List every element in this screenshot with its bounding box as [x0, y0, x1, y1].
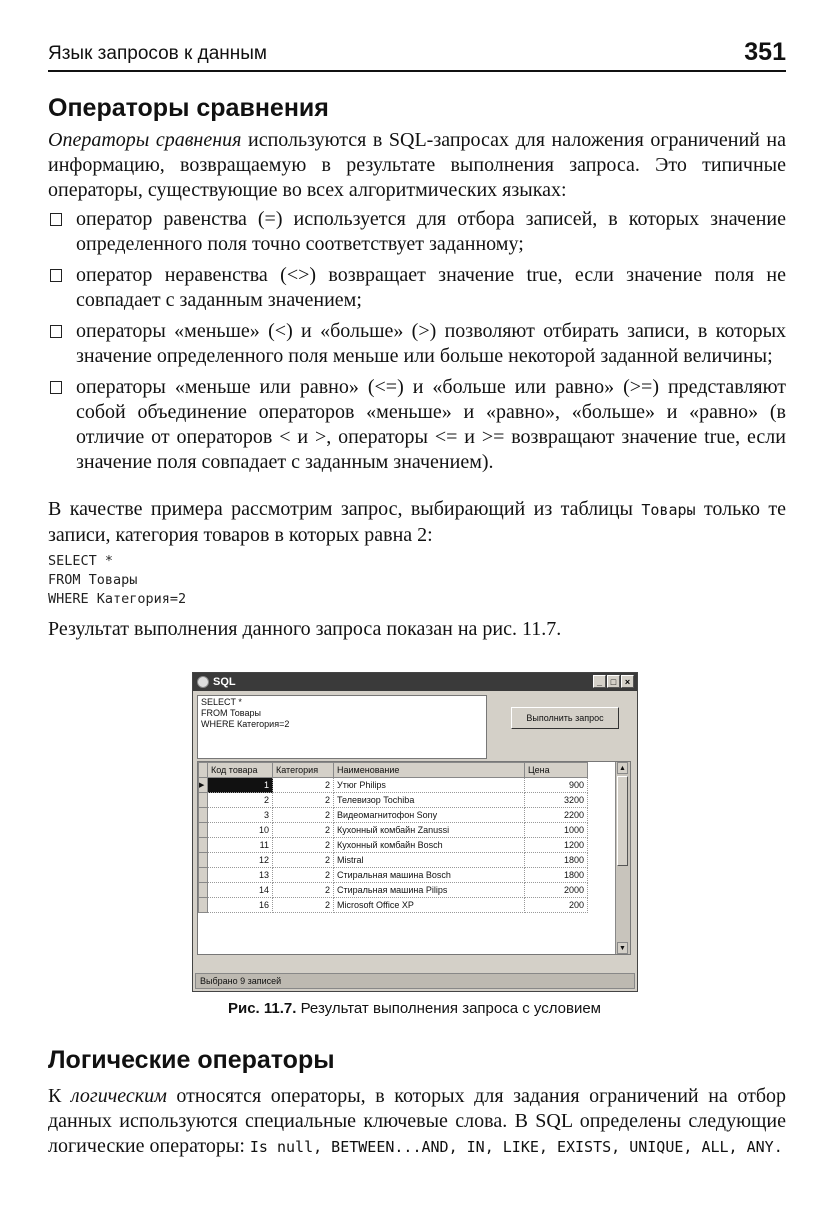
cell-category[interactable]: 2 — [273, 793, 334, 808]
table-row[interactable] — [199, 838, 588, 853]
cell-code[interactable]: 2 — [208, 793, 273, 808]
cell-code[interactable]: 16 — [208, 898, 273, 913]
intro-paragraph — [48, 128, 786, 203]
sql-line: SELECT * — [201, 697, 242, 707]
intro-term: Операторы сравнения — [48, 129, 242, 151]
logical-term: логическим — [70, 1085, 167, 1107]
app-icon — [197, 676, 209, 688]
list-item — [48, 207, 786, 257]
running-title: Язык запросов к данным — [48, 43, 267, 64]
code-line: WHERE Категория=2 — [48, 591, 187, 607]
table-header-row — [199, 763, 588, 778]
table-name: Товары — [641, 501, 696, 519]
table-row[interactable] — [199, 868, 588, 883]
figure-label: Рис. 11.7. — [227, 1000, 297, 1017]
column-header[interactable]: Категория — [273, 763, 334, 778]
row-indicator[interactable] — [199, 793, 208, 808]
scroll-thumb[interactable] — [617, 776, 628, 866]
minimize-icon[interactable]: _ — [593, 675, 606, 688]
page-header — [48, 40, 786, 72]
operator-list — [48, 207, 786, 481]
list-item-text: оператор неравенства (<>) возвращает значение true, если значение поля не совпадает с заданным значением; — [76, 264, 786, 311]
page-number: 351 — [744, 38, 786, 66]
section-heading-comparison: Операторы сравнения — [48, 94, 329, 122]
row-indicator[interactable] — [199, 838, 208, 853]
example-paragraph — [48, 497, 786, 548]
table-row[interactable] — [199, 853, 588, 868]
current-row-indicator-icon[interactable]: ▶ — [199, 778, 208, 793]
window-titlebar — [193, 673, 637, 691]
indicator-header — [199, 763, 208, 778]
window-title: SQL — [213, 676, 236, 688]
maximize-icon[interactable]: □ — [607, 675, 620, 688]
vertical-scrollbar[interactable] — [615, 762, 630, 954]
cell-price[interactable]: 900 — [525, 778, 588, 793]
table-row[interactable] — [199, 808, 588, 823]
cell-name[interactable]: Кухонный комбайн Zanussi — [334, 823, 525, 838]
checkbox-bullet-icon — [50, 213, 62, 226]
cell-category[interactable]: 2 — [273, 823, 334, 838]
example-text: В качестве примера рассмотрим запрос, выбирающий из таблицы — [48, 498, 642, 520]
checkbox-bullet-icon — [50, 381, 62, 394]
cell-code[interactable]: 12 — [208, 853, 273, 868]
cell-category[interactable]: 2 — [273, 883, 334, 898]
checkbox-bullet-icon — [50, 269, 62, 282]
cell-name[interactable]: Стиральная машина Bosch — [334, 868, 525, 883]
cell-name[interactable]: Mistral — [334, 853, 525, 868]
cell-category[interactable]: 2 — [273, 868, 334, 883]
cell-price[interactable]: 200 — [525, 898, 588, 913]
cell-name[interactable]: Стиральная машина Pilips — [334, 883, 525, 898]
code-line: SELECT * — [48, 553, 114, 569]
list-item — [48, 263, 786, 313]
cell-price[interactable]: 1800 — [525, 853, 588, 868]
checkbox-bullet-icon — [50, 325, 62, 338]
column-header[interactable]: Цена — [525, 763, 588, 778]
cell-price[interactable]: 1200 — [525, 838, 588, 853]
figure-caption-text: Результат выполнения запроса с условием — [296, 1000, 601, 1017]
intro-text: используются в SQL-запросах для наложения ограничений на информацию, возвращаемую в результате выполнения запроса. Это типичные операторы, существующие во всех алгоритмических языках: — [48, 129, 786, 201]
list-item-text: операторы «меньше или равно» (<=) и «больше или равно» (>=) представляют собой объединение операторов «меньше» и «равно», «больше» и «равно» (в отличие от операторов < и >, операторы <= и >= возвращают значение true, если значение поля совпадает с заданным значением). — [76, 376, 786, 473]
row-indicator[interactable] — [199, 898, 208, 913]
list-item-text: оператор равенства (=) используется для отбора записей, в которых значение определенного поля точно соответствует заданному; — [76, 208, 786, 255]
table-row[interactable] — [199, 883, 588, 898]
table-row[interactable] — [199, 778, 588, 793]
cell-code[interactable]: 10 — [208, 823, 273, 838]
section-heading-logical: Логические операторы — [48, 1046, 335, 1074]
row-indicator[interactable] — [199, 883, 208, 898]
list-item-text: операторы «меньше» (<) и «больше» (>) позволяют отбирать записи, в которых значение определенного поля меньше или больше некоторой заданной величины; — [76, 320, 786, 367]
row-indicator[interactable] — [199, 808, 208, 823]
result-paragraph: Результат выполнения данного запроса показан на рис. 11.7. — [48, 618, 562, 640]
cell-code[interactable]: 14 — [208, 883, 273, 898]
code-line: FROM Товары — [48, 572, 138, 588]
cell-name[interactable]: Видеомагнитофон Sony — [334, 808, 525, 823]
results-table — [198, 762, 588, 913]
cell-price[interactable]: 3200 — [525, 793, 588, 808]
scroll-down-icon[interactable]: ▼ — [617, 942, 628, 954]
cell-category[interactable]: 2 — [273, 838, 334, 853]
cell-code[interactable]: 1 — [208, 778, 273, 793]
sql-window — [192, 672, 638, 992]
row-indicator[interactable] — [199, 823, 208, 838]
cell-category[interactable]: 2 — [273, 808, 334, 823]
cell-name[interactable]: Microsoft Office XP — [334, 898, 525, 913]
column-header[interactable]: Наименование — [334, 763, 525, 778]
figure-caption — [0, 1000, 829, 1017]
logical-paragraph — [48, 1084, 786, 1160]
cell-category[interactable]: 2 — [273, 898, 334, 913]
cell-name[interactable]: Утюг Philips — [334, 778, 525, 793]
cell-category[interactable]: 2 — [273, 853, 334, 868]
cell-name[interactable]: Кухонный комбайн Bosch — [334, 838, 525, 853]
column-header[interactable]: Код товара — [208, 763, 273, 778]
cell-code[interactable]: 11 — [208, 838, 273, 853]
sql-line: FROM Товары — [201, 708, 261, 718]
list-item — [48, 319, 786, 369]
logical-text-start: К — [48, 1085, 71, 1107]
sql-query-editor[interactable] — [197, 695, 487, 759]
row-indicator[interactable] — [199, 868, 208, 883]
table-row[interactable] — [199, 898, 588, 913]
row-indicator[interactable] — [199, 853, 208, 868]
cell-price[interactable]: 1800 — [525, 868, 588, 883]
cell-price[interactable]: 1000 — [525, 823, 588, 838]
list-item — [48, 375, 786, 475]
results-grid[interactable] — [197, 761, 631, 955]
scroll-up-icon[interactable]: ▲ — [617, 762, 628, 774]
status-bar: Выбрано 9 записей — [195, 973, 635, 989]
cell-category[interactable]: 2 — [273, 778, 334, 793]
window-controls — [593, 675, 634, 688]
logical-text: относятся операторы, в которых для задания ограничений на отбор данных используются специальные ключевые слова. В SQL определены следующие логические операторы: — [48, 1085, 786, 1157]
close-icon[interactable]: × — [621, 675, 634, 688]
code-listing — [48, 552, 186, 609]
cell-name[interactable]: Телевизор Tochiba — [334, 793, 525, 808]
run-query-button[interactable]: Выполнить запрос — [511, 707, 619, 729]
logical-operators-list: Is null, BETWEEN...AND, IN, LIKE, EXISTS, UNIQUE, ALL, ANY. — [249, 1138, 783, 1156]
sql-line: WHERE Категория=2 — [201, 719, 290, 729]
table-row[interactable] — [199, 823, 588, 838]
cell-code[interactable]: 3 — [208, 808, 273, 823]
cell-price[interactable]: 2200 — [525, 808, 588, 823]
cell-code[interactable]: 13 — [208, 868, 273, 883]
cell-price[interactable]: 2000 — [525, 883, 588, 898]
table-row[interactable] — [199, 793, 588, 808]
example-text-end: только те записи, категория товаров в которых равна 2: — [48, 498, 786, 546]
